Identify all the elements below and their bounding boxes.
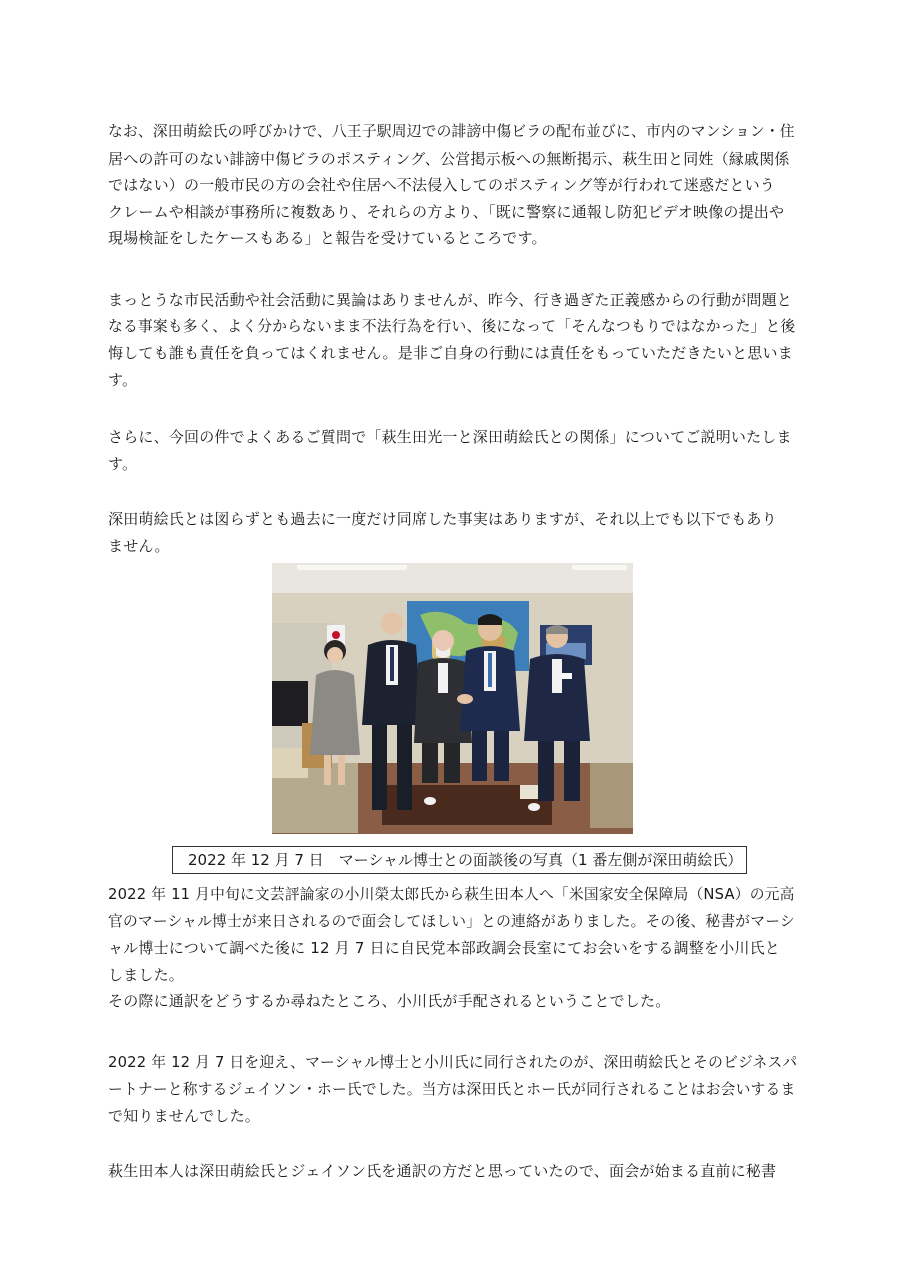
text-line: 現場検証をしたケースもある」と報告を受けているところです。 <box>108 229 547 247</box>
paragraph-civic-activity <box>108 287 800 393</box>
text-line: で知りませんでした。 <box>108 1107 261 1125</box>
photo-caption: 2022 年 12 月 7 日 マーシャル博士との面談後の写真（1 番左側が深田萌絵氏） <box>172 846 747 874</box>
text-line: 2022 年 11 月中旬に文芸評論家の小川榮太郎氏から萩生田本人へ「米国家安全保障局（NSA）の元高 <box>108 886 795 903</box>
text-line: 萩生田本人は深田萌絵氏とジェイソン氏を通訳の方だと思っていたので、面会が始まる直前に秘書 <box>108 1162 777 1180</box>
paragraph-flyers <box>108 119 800 252</box>
text-line: ません。 <box>108 536 170 555</box>
paragraph-november-contact <box>108 882 800 1015</box>
text-line: なお、深田萌絵氏の呼びかけで、八王子駅周辺での誹謗中傷ビラの配布並びに、市内のマンション・住 <box>108 123 795 140</box>
paragraph-interpreters <box>108 1158 800 1185</box>
text-line: す。 <box>108 370 138 389</box>
paragraph-december-meeting <box>108 1050 800 1130</box>
text-line: 2022 年 12 月 7 日を迎え、マーシャル博士と小川氏に同行されたのが、深田萌絵氏とそのビジネスパ <box>108 1054 798 1071</box>
text-line: さらに、今回の件でよくあるご質問で「萩生田光一と深田萌絵氏との関係」についてご説明いたしま <box>108 428 792 446</box>
text-line: クレームや相談が事務所に複数あり、それらの方より、「既に警察に通報し防犯ビデオ映像の提出や <box>108 202 785 221</box>
text-line: 悔しても誰も責任を負ってはくれません。是非ご自身の行動には責任をもっていただきたいと思いま <box>108 344 793 362</box>
paragraph-faq-intro <box>108 424 800 477</box>
meeting-photo <box>272 563 633 834</box>
text-line: ートナーと称するジェイソン・ホー氏でした。当方は深田氏とホー氏が同行されることはお会いするま <box>108 1080 796 1098</box>
text-line: ャル博士について調べた後に 12 月 7 日に自民党本部政調会長室にてお会いをする調整を小川氏と <box>108 939 781 957</box>
text-line: その際に通訳をどうするか尋ねたところ、小川氏が手配されるということでした。 <box>108 992 671 1010</box>
text-line: 深田萌絵氏とは図らずとも過去に一度だけ同席した事実はありますが、それ以上でも以下でもあり <box>108 510 777 528</box>
text-line: しました。 <box>108 965 185 984</box>
text-line: ではない）の一般市民の方の会社や住居へ不法侵入してのポスティング等が行われて迷惑だという <box>108 176 776 194</box>
text-line: 官のマーシャル博士が来日されるので面会してほしい」との連絡がありました。その後、秘書がマーシ <box>108 912 795 930</box>
text-line: なる事案も多く、よく分からないまま不法行為を行い、後になって「そんなつもりではなかった」と後 <box>108 317 796 335</box>
paragraph-relationship <box>108 506 800 559</box>
text-line: まっとうな市民活動や社会活動に異論はありませんが、昨今、行き過ぎた正義感からの行動が問題と <box>108 291 793 309</box>
text-line: す。 <box>108 454 138 473</box>
text-line: 居への許可のない誹謗中傷ビラのポスティング、公営掲示板への無断掲示、萩生田と同姓（縁戚関係 <box>108 149 790 168</box>
